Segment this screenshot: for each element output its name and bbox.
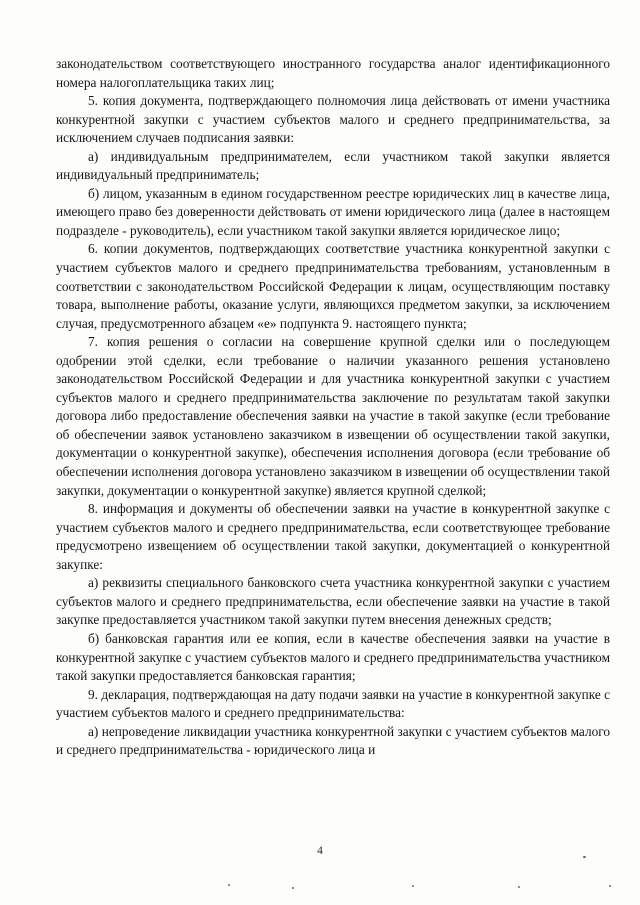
scan-speck (518, 886, 520, 888)
paragraph-9: б) банковская гарантия или ее копия, если в качестве обеспечения заявки на участие в конкурентной закупке с участием субъектов малого и среднего предпринимательства участником такой закупки предоставляется банковская гарантия; (56, 630, 610, 684)
paragraph-1: законодательством соответствующего иностранного государства аналог идентификационного номера налогоплательщика таких лиц; (56, 56, 610, 90)
scan-speck (609, 885, 611, 887)
document-body (56, 55, 610, 760)
page-number: 4 (317, 845, 323, 857)
paragraph-7: 8. информация и документы об обеспечении заявки на участие в конкурентной закупке с участием субъектов малого и среднего предпринимательства, если соответствующее требование предусмотрено извещением об осуществлении такой закупки, документацией о конкурентной закупке: (56, 501, 610, 572)
paragraph-11: а) непроведение ликвидации участника конкурентной закупки с участием субъектов малого и среднего предпринимательства - юридического лица и (56, 723, 610, 758)
paragraph-8: а) реквизиты специального банковского счета участника конкурентной закупки с участием субъектов малого и среднего предпринимательства, если обеспечение заявки на участие в такой закупке предоставляется участником такой закупки путем внесения денежных средств; (56, 575, 610, 628)
paragraph-4: б) лицом, указанным в едином государственном реестре юридических лиц в качестве лица, имеющего право без доверенности действовать от имени юридического лица (далее в настоящем подразделе - руководитель), если участником такой закупки является юридическое лицо; (56, 185, 610, 238)
paragraph-2: 5. копия документа, подтверждающего полномочия лица действовать от имени участника конкурентной закупки с участием субъектов малого и среднего предпринимательства, за исключением случаев подписания заявки: (56, 93, 610, 146)
scan-speck (583, 856, 586, 858)
paragraph-3: а) индивидуальным предпринимателем, если участником такой закупки является индивидуальный предприниматель; (56, 148, 610, 183)
paragraph-6: 7. копия решения о согласии на совершение крупной сделки или о последующем одобрении этой сделки, если требование о наличии указанного решения установлено законодательством Российской Федерации и для участника конкурентной закупки с участием субъектов малого и среднего предпринимательства заключение по результатам такой закупки договора либо предоставление обеспечения заявки на участие в такой закупке (если требование об обеспечении заявок установлено заказчиком в извещении об осуществлении такой закупки, документации о конкурентной закупке), обеспечения исполнения договора (если требование об обеспечении исполнения договора установлено заказчиком в извещении об осуществлении такой закупки, документации о конкурентной закупке) является крупной сделкой; (56, 334, 610, 498)
scan-speck (412, 885, 414, 887)
paragraph-10: 9. декларация, подтверждающая на дату подачи заявки на участие в конкурентной закупке с участием субъектов малого и среднего предпринимательства: (56, 686, 610, 721)
scan-speck (292, 887, 294, 889)
scan-speck (228, 884, 230, 886)
paragraph-5: 6. копии документов, подтверждающих соответствие участника конкурентной закупки с участием субъектов малого и среднего предпринимательства требованиям, установленным в соответствии с законодательством Российской Федерации к лицам, осуществляющим поставку товара, выполнение работы, оказание услуги, являющихся предметом закупки, за исключением случая, предусмотренного абзацем «е» подпункта 9. настоящего пункта; (56, 241, 610, 331)
